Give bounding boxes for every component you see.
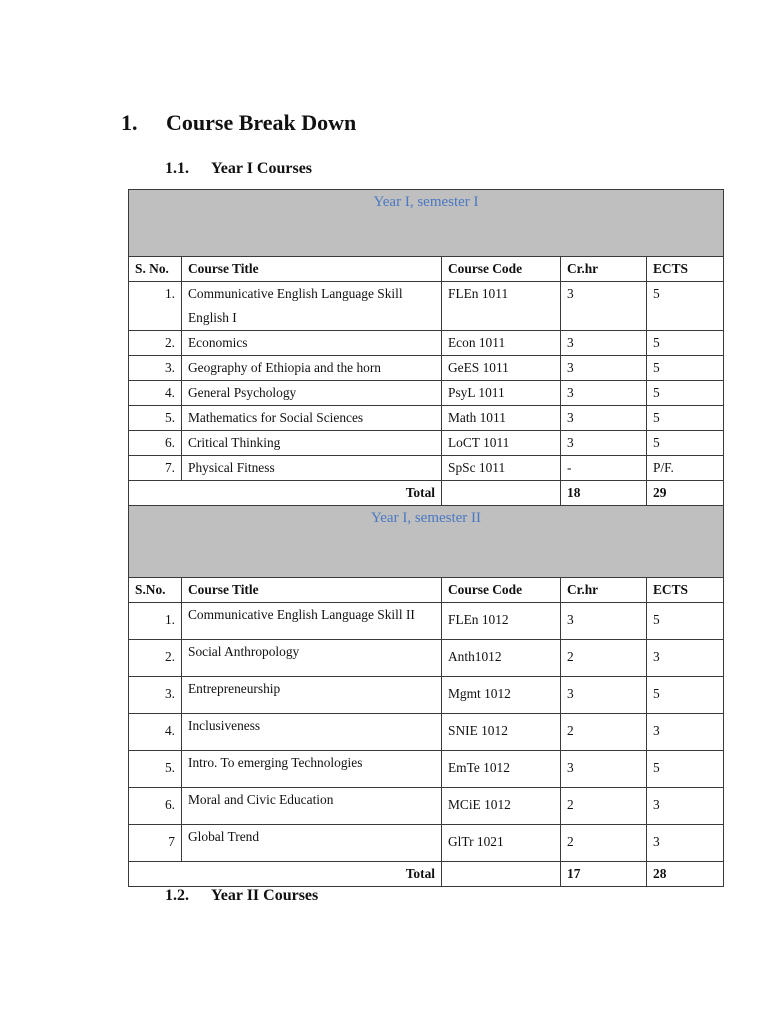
col-header-title: Course Title: [182, 257, 442, 282]
cell-sno: 6.: [129, 431, 182, 456]
cell-cr: 2: [561, 714, 647, 751]
col-header-code: Course Code: [442, 578, 561, 603]
table-row: [129, 825, 724, 862]
table-row: [129, 456, 724, 481]
col-header-code: Course Code: [442, 257, 561, 282]
cell-title: Moral and Civic Education: [182, 788, 442, 825]
heading-year2-courses: [165, 887, 318, 905]
cell-cr: 3: [561, 677, 647, 714]
table-row: [129, 640, 724, 677]
cell-title: Social Anthropology: [182, 640, 442, 677]
total-ects: 29: [647, 481, 724, 506]
cell-ects: 5: [647, 751, 724, 788]
cell-code: GlTr 1021: [442, 825, 561, 862]
total-label: Total: [129, 481, 442, 506]
cell-ects: 3: [647, 640, 724, 677]
cell-title: Economics: [182, 331, 442, 356]
cell-code: PsyL 1011: [442, 381, 561, 406]
cell-code: MCiE 1012: [442, 788, 561, 825]
cell-title: Inclusiveness: [182, 714, 442, 751]
cell-cr: 3: [561, 381, 647, 406]
heading-title: Course Break Down: [166, 110, 357, 135]
total-code-empty: [442, 481, 561, 506]
total-row: [129, 862, 724, 887]
cell-sno: 1.: [129, 282, 182, 331]
cell-cr: 2: [561, 640, 647, 677]
cell-sno: 3.: [129, 677, 182, 714]
cell-cr: 3: [561, 751, 647, 788]
heading-course-break-down: [121, 110, 356, 136]
cell-title: Mathematics for Social Sciences: [182, 406, 442, 431]
cell-code: Mgmt 1012: [442, 677, 561, 714]
heading-number: 1.: [121, 110, 138, 135]
table-row: [129, 282, 724, 331]
cell-ects: 5: [647, 677, 724, 714]
cell-title: Critical Thinking: [182, 431, 442, 456]
cell-ects: 5: [647, 381, 724, 406]
cell-ects: 5: [647, 406, 724, 431]
total-code-empty: [442, 862, 561, 887]
cell-cr: 3: [561, 356, 647, 381]
table-row: [129, 381, 724, 406]
cell-ects: P/F.: [647, 456, 724, 481]
cell-sno: 4.: [129, 714, 182, 751]
cell-title: Global Trend: [182, 825, 442, 862]
table-row: [129, 714, 724, 751]
course-table: [128, 189, 724, 887]
cell-sno: 6.: [129, 788, 182, 825]
total-label: Total: [129, 862, 442, 887]
cell-title: Geography of Ethiopia and the horn: [182, 356, 442, 381]
cell-ects: 3: [647, 714, 724, 751]
cell-cr: 3: [561, 282, 647, 331]
col-header-ects: ECTS: [647, 578, 724, 603]
cell-code: EmTe 1012: [442, 751, 561, 788]
cell-ects: 3: [647, 825, 724, 862]
cell-code: LoCT 1011: [442, 431, 561, 456]
section-number: 1.2.: [165, 887, 189, 904]
cell-ects: 5: [647, 282, 724, 331]
cell-title: General Psychology: [182, 381, 442, 406]
cell-code: SNIE 1012: [442, 714, 561, 751]
table-row: [129, 677, 724, 714]
semester-2-header-row: [129, 578, 724, 603]
total-cr: 17: [561, 862, 647, 887]
section-title: Year II Courses: [211, 887, 319, 904]
total-row: [129, 481, 724, 506]
cell-code: Econ 1011: [442, 331, 561, 356]
section-number: 1.1.: [165, 160, 189, 177]
col-header-title: Course Title: [182, 578, 442, 603]
cell-cr: 3: [561, 406, 647, 431]
cell-cr: 3: [561, 431, 647, 456]
cell-ects: 5: [647, 431, 724, 456]
cell-sno: 5.: [129, 751, 182, 788]
table-row: [129, 603, 724, 640]
cell-title: Physical Fitness: [182, 456, 442, 481]
cell-cr: 3: [561, 603, 647, 640]
total-cr: 18: [561, 481, 647, 506]
col-header-ects: ECTS: [647, 257, 724, 282]
cell-cr: 2: [561, 788, 647, 825]
cell-title: Communicative English Language Skill English I: [182, 282, 442, 331]
cell-code: Math 1011: [442, 406, 561, 431]
table-row: [129, 751, 724, 788]
cell-title: Entrepreneurship: [182, 677, 442, 714]
total-ects: 28: [647, 862, 724, 887]
cell-cr: -: [561, 456, 647, 481]
table-row: [129, 788, 724, 825]
cell-sno: 7.: [129, 456, 182, 481]
heading-year1-courses: [165, 160, 312, 178]
cell-sno: 3.: [129, 356, 182, 381]
cell-sno: 2.: [129, 331, 182, 356]
cell-title: Intro. To emerging Technologies: [182, 751, 442, 788]
cell-code: Anth1012: [442, 640, 561, 677]
cell-code: FLEn 1012: [442, 603, 561, 640]
col-header-cr: Cr.hr: [561, 578, 647, 603]
cell-cr: 2: [561, 825, 647, 862]
section-title: Year I Courses: [211, 160, 313, 177]
cell-sno: 1.: [129, 603, 182, 640]
table-row: [129, 406, 724, 431]
col-header-sno: S. No.: [129, 257, 182, 282]
cell-sno: 7: [129, 825, 182, 862]
table-row: [129, 331, 724, 356]
col-header-cr: Cr.hr: [561, 257, 647, 282]
table-row: [129, 356, 724, 381]
table-row: [129, 431, 724, 456]
col-header-sno: S.No.: [129, 578, 182, 603]
semester-1-header-row: [129, 257, 724, 282]
cell-code: GeES 1011: [442, 356, 561, 381]
semester-1-title: Year I, semester I: [129, 190, 724, 257]
cell-cr: 3: [561, 331, 647, 356]
cell-sno: 5.: [129, 406, 182, 431]
cell-code: FLEn 1011: [442, 282, 561, 331]
semester-2-title: Year I, semester II: [129, 506, 724, 578]
cell-title: Communicative English Language Skill II: [182, 603, 442, 640]
cell-ects: 5: [647, 356, 724, 381]
cell-sno: 2.: [129, 640, 182, 677]
cell-code: SpSc 1011: [442, 456, 561, 481]
cell-ects: 5: [647, 603, 724, 640]
cell-ects: 3: [647, 788, 724, 825]
cell-ects: 5: [647, 331, 724, 356]
cell-sno: 4.: [129, 381, 182, 406]
